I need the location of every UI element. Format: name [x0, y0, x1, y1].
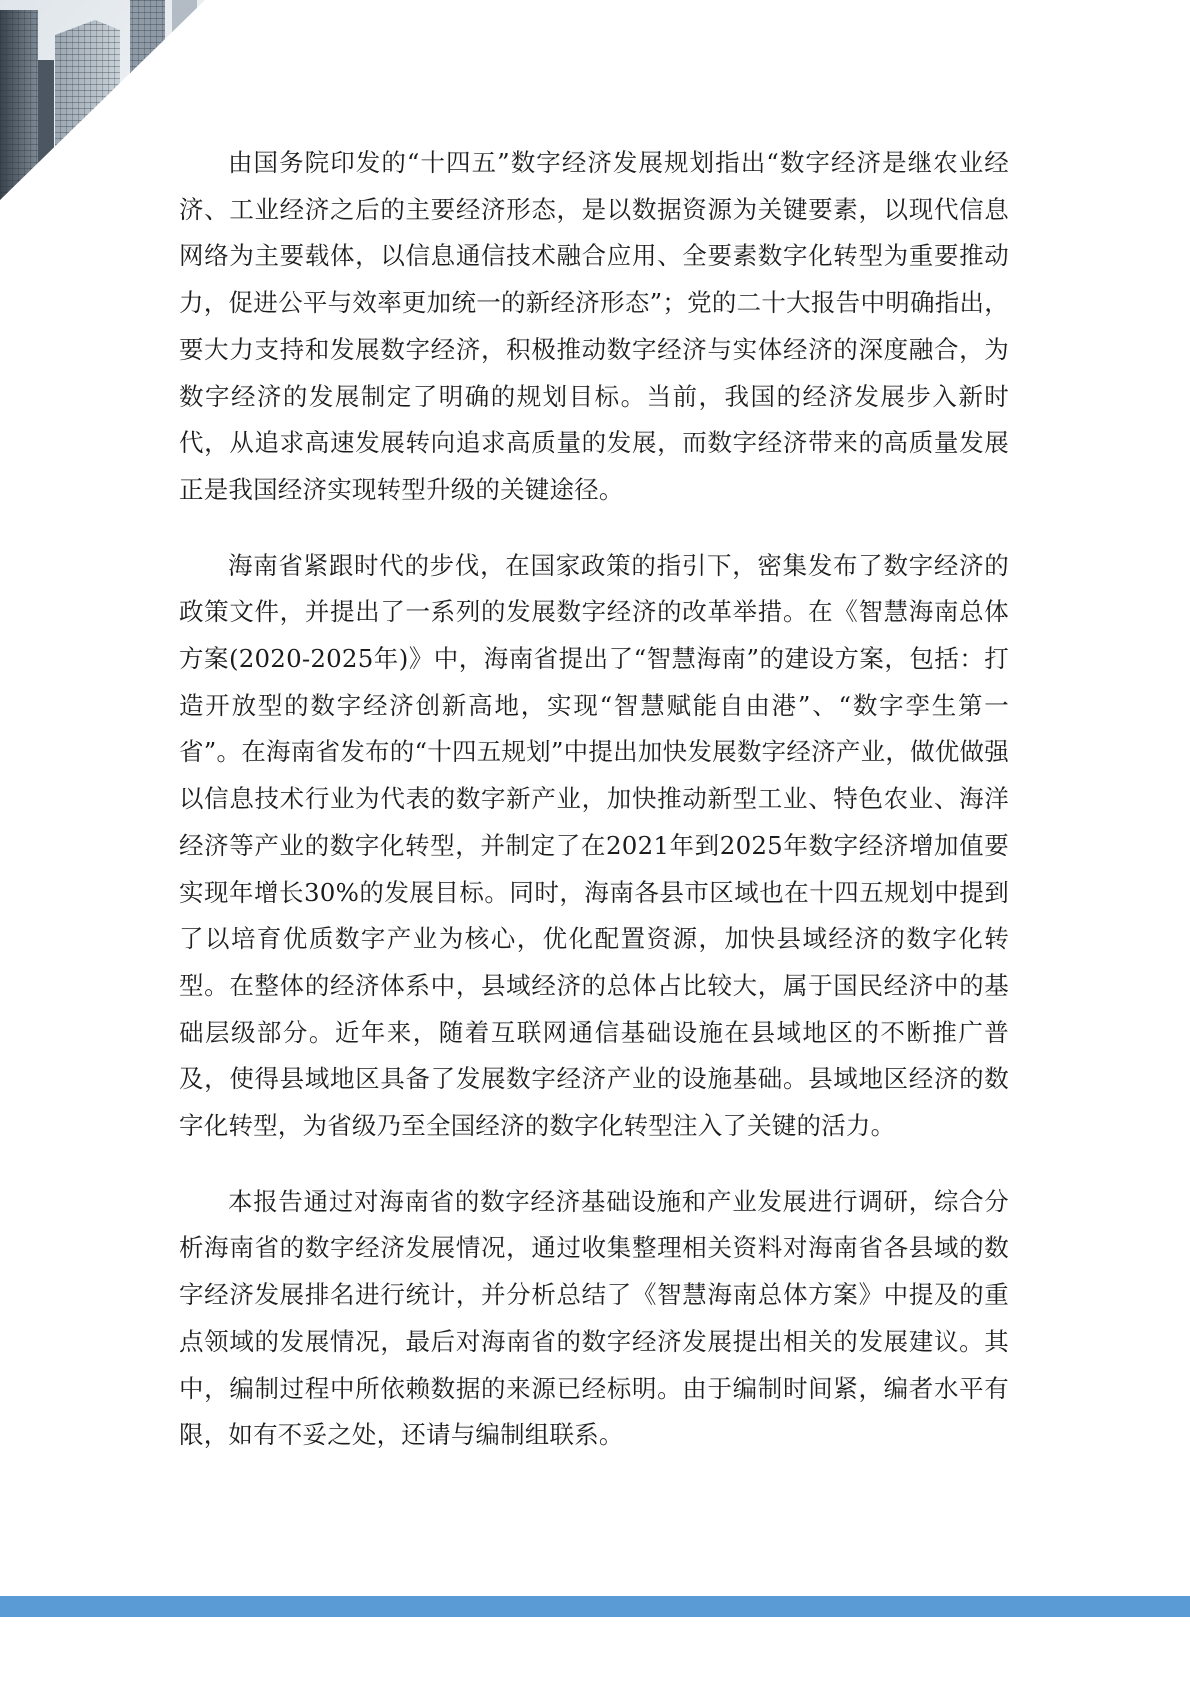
main-content — [179, 140, 1009, 1488]
paragraph-intro: 由国务院印发的“十四五”数字经济发展规划指出“数字经济是继农业经济、工业经济之后的主要经济形态，是以数据资源为关键要素，以现代信息网络为主要载体，以信息通信技术融合应用、全要素数字化转型为重要推动力，促进公平与效率更加统一的新经济形态”；党的二十大报告中明确指出，要大力支持和发展数字经济，积极推动数字经济与实体经济的深度融合，为数字经济的发展制定了明确的规划目标。当前，我国的经济发展步入新时代，从追求高速发展转向追求高质量的发展，而数字经济带来的高质量发展正是我国经济实现转型升级的关键途径。 — [179, 148, 1009, 504]
paragraph-report-summary: 本报告通过对海南省的数字经济基础设施和产业发展进行调研，综合分析海南省的数字经济发展情况，通过收集整理相关资料对海南省各县域的数字经济发展排名进行统计，并分析总结了《智慧海南总体方案》中提及的重点领域的发展情况，最后对海南省的数字经济发展提出相关的发展建议。其中，编制过程中所依赖数据的来源已经标明。由于编制时间紧，编者水平有限，如有不妥之处，还请与编制组联系。 — [179, 1186, 1009, 1450]
paragraph-hainan-policy: 海南省紧跟时代的步伐，在国家政策的指引下，密集发布了数字经济的政策文件，并提出了一系列的发展数字经济的改革举措。在《智慧海南总体方案(2020-2025年)》中，海南省提出了“智慧海南”的建设方案，包括：打造开放型的数字经济创新高地，实现“智慧赋能自由港”、“数字孪生第一省”。在海南省发布的“十四五规划”中提出加快发展数字经济产业，做优做强以信息技术行业为代表的数字新产业，加快推动新型工业、特色农业、海洋经济等产业的数字化转型，并制定了在2021年到2025年数字经济增加值要实现年增长30%的发展目标。同时，海南各县市区域也在十四五规划中提到了以培育优质数字产业为核心，优化配置资源，加快县域经济的数字化转型。在整体的经济体系中，县域经济的总体占比较大，属于国民经济中的基础层级部分。近年来，随着互联网通信基础设施在县域地区的不断推广普及，使得县域地区具备了发展数字经济产业的设施基础。县域地区经济的数字化转型，为省级乃至全国经济的数字化转型注入了关键的活力。 — [179, 550, 1009, 1141]
city-skyscraper-image — [0, 0, 205, 200]
footer-accent-bar — [0, 1596, 1190, 1617]
